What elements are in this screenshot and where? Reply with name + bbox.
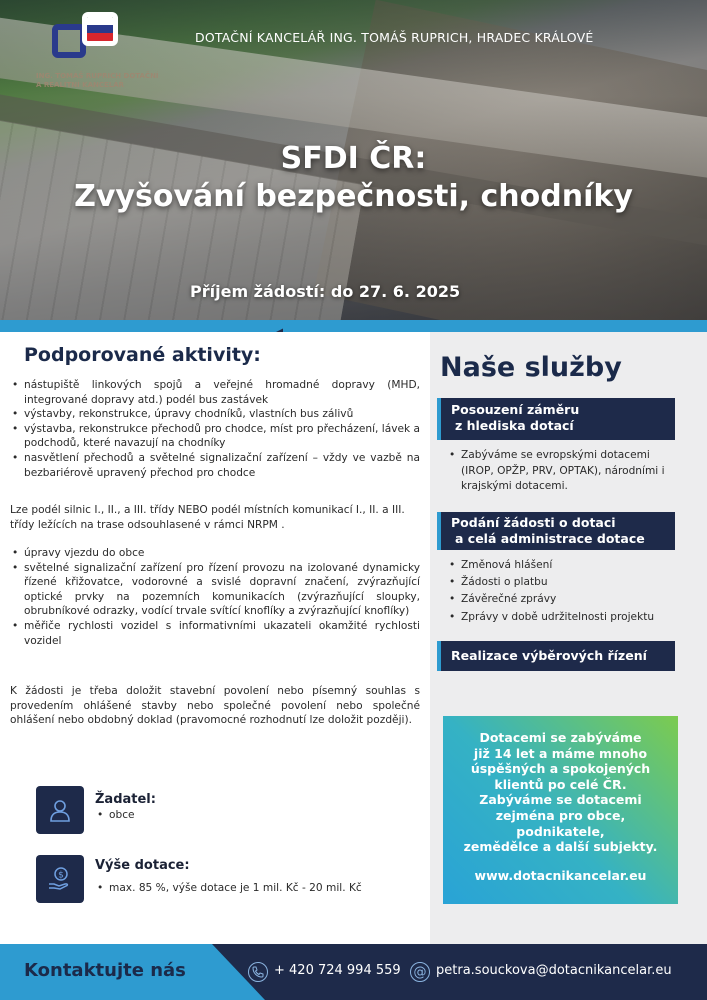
subsidy-title: Výše dotace: <box>95 858 190 873</box>
page-title <box>0 140 707 216</box>
promo-line: Zabýváme se dotacemi <box>479 792 642 808</box>
pill-line: Posouzení záměru <box>451 402 580 417</box>
roads-paragraph: Lze podél silnic I., II., a III. třídy NEBO podél místních komunikací I., II. a III. třídy ležících na trase odsouhlasené v rámci NRPM . <box>10 504 405 531</box>
contact-title: Kontaktujte nás <box>24 960 186 981</box>
list-item: • nástupiště linkových spojů a veřejné hromadné dopravy (MHD, integrované dopravy atd.) podél bus zastávek <box>10 378 420 407</box>
subsidy-icon-box <box>36 855 84 903</box>
person-icon <box>47 797 73 823</box>
promo-line: již 14 let a máme mnoho <box>473 745 648 761</box>
list-item: • výstavby, rekonstrukce, úpravy chodníků, vlastních bus zálivů <box>10 407 420 422</box>
list-item: • výstavba, rekonstrukce přechodů pro chodce, míst pro přecházení, lávek a podchodů, které navazují na chodníky <box>10 422 420 451</box>
company-logo <box>52 12 122 62</box>
service-application-pill <box>437 512 675 550</box>
phone-number[interactable]: + 420 724 994 559 <box>274 963 401 978</box>
applicant-icon-box <box>36 786 84 834</box>
activities-list-1 <box>10 378 420 480</box>
section-divider <box>0 320 707 332</box>
pill-line: a celá administrace dotace <box>455 531 645 546</box>
promo-line: zejména pro obce, <box>495 807 626 823</box>
service-assessment-list <box>447 448 677 495</box>
title-line-2: Zvyšování bezpečnosti, chodníky <box>74 179 633 214</box>
list-item: • úpravy vjezdu do obce <box>10 546 420 561</box>
list-item: • Zabýváme se evropskými dotacemi (IROP, OPŽP, PRV, OPTAK), národními i krajskými dotacemi. <box>447 448 677 495</box>
pill-line: Podání žádosti o dotaci <box>451 515 616 530</box>
deadline-text: Příjem žádostí: do 27. 6. 2025 <box>190 282 461 301</box>
email-address[interactable]: petra.souckova@dotacnikancelar.eu <box>436 963 672 978</box>
title-line-1: SFDI ČR: <box>280 141 427 176</box>
organization-name: DOTAČNÍ KANCELÁŘ ING. TOMÁŠ RUPRICH, HRADEC KRÁLOVÉ <box>195 30 594 45</box>
list-item: • obce <box>95 809 135 821</box>
list-item: • Závěrečné zprávy <box>447 591 682 608</box>
svg-text:$: $ <box>58 870 64 881</box>
list-item: • měřiče rychlosti vozidel s informativními ukazateli okamžité rychlosti vozidel <box>10 619 420 648</box>
list-item: • Zprávy v době udržitelnosti projektu <box>447 609 682 626</box>
pill-line: z hlediska dotací <box>455 418 574 433</box>
promo-line: klientů po celé ČR. <box>494 776 627 792</box>
logo-text: ING. TOMÁŠ RUPRICH DOTAČNÍ A REALITNÍ KANCELÁŘ <box>36 72 159 89</box>
service-application-list <box>447 557 682 626</box>
phone-icon <box>248 962 268 982</box>
money-hand-icon <box>46 865 74 893</box>
promo-line: zemědělce a další subjekty. <box>463 839 658 855</box>
at-icon: @ <box>410 962 430 982</box>
service-assessment-pill <box>437 398 675 440</box>
footer <box>0 944 707 1000</box>
promo-line: Dotacemi se zabýváme <box>479 730 642 745</box>
promo-line: podnikatele, <box>516 823 605 839</box>
list-item: • Žádosti o platbu <box>447 574 682 591</box>
subsidy-list <box>95 882 362 894</box>
activities-title: Podporované aktivity: <box>24 344 261 366</box>
promo-box <box>443 716 678 904</box>
promo-line: úspěšných a spokojených <box>470 761 651 777</box>
list-item: • max. 85 %, výše dotace je 1 mil. Kč - 20 mil. Kč <box>95 882 362 894</box>
applicant-title: Žadatel: <box>95 792 156 807</box>
activities-list-2 <box>10 546 420 648</box>
applicant-list <box>95 809 135 821</box>
list-item: • nasvětlení přechodů a světelné signalizační zařízení – vždy ve vazbě na bezbariérově upravený přechod pro chodce <box>10 451 420 480</box>
services-title: Naše služby <box>440 352 622 383</box>
documents-paragraph: K žádosti je třeba doložit stavební povolení nebo písemný souhlas s provedením ohlášené stavby nebo společné povolení nebo společné ohlášení nebo obdobný doklad (pravomocné rozhodnutí lze doložit později). <box>10 685 420 727</box>
list-item: • Změnová hlášení <box>447 557 682 574</box>
hero-banner <box>0 0 707 322</box>
list-item: • světelné signalizační zařízení pro řízení provozu na izolované dynamicky řízené křižovatce, vodorovné a svislé dopravní značení, zvýrazňující optické prvky na pozemních komunikacích (zvýrazňující sloupky, obrubníkové odrazky, vodící trvale svítící knoflíky a zvýrazňující knoflíky) <box>10 561 420 619</box>
service-tenders-pill: Realizace výběrových řízení <box>437 641 675 671</box>
website-link[interactable]: www.dotacnikancelar.eu <box>474 868 647 883</box>
